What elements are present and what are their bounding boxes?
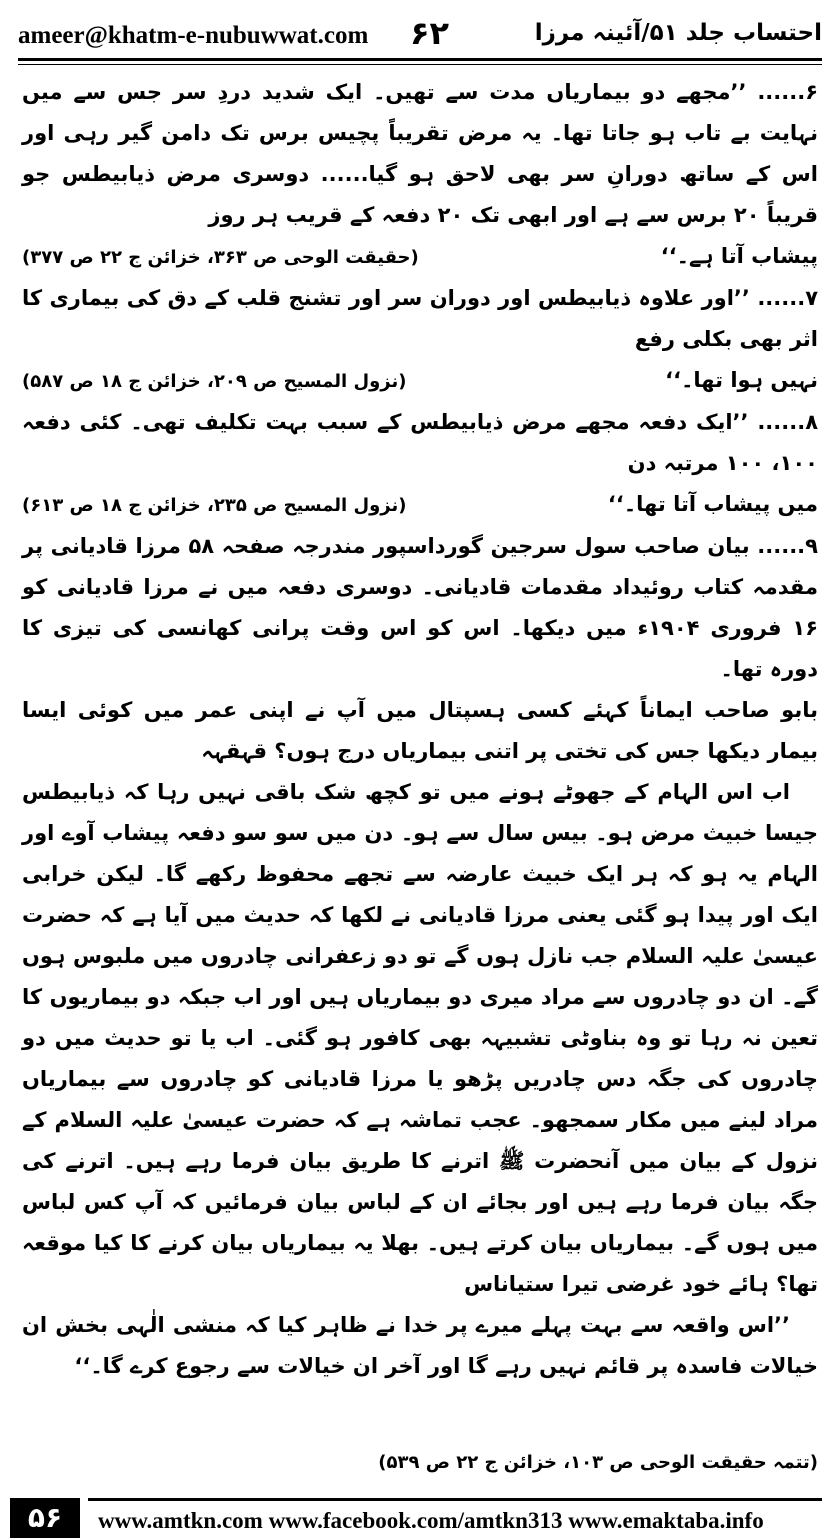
- citation: (نزول المسیح ص ۲۰۹، خزائن ج ۱۸ ص ۵۸۷): [22, 371, 407, 392]
- page-header: [18, 16, 822, 56]
- quote-item: [22, 526, 818, 690]
- page-body: [22, 72, 818, 1387]
- quote-item: [22, 402, 818, 484]
- quote-ending: [22, 484, 818, 526]
- statement-line: بیان صاحب سول سرجین گورداسپور مندرجہ صفحہ ۵۸ مرزا قادیانی پر مقدمہ کتاب: [22, 534, 819, 599]
- statement-line: اس وقت پرانی کھانسی کی تیزی کا دورہ تھا۔: [22, 616, 818, 681]
- quote-line: ہو جاتا تھا۔ یہ مرض تقریباً پچیس برس تک دامن گیر رہی اور اس کے ساتھ دورانِ سر بھی لاحق: [22, 121, 818, 186]
- citation: (نزول المسیح ص ۲۳۵، خزائن ج ۱۸ ص ۶۱۳): [22, 495, 407, 516]
- item-number: ۶......: [757, 80, 819, 104]
- quote-last-line: پیشاب آتا ہے۔‘‘: [660, 244, 818, 268]
- quote-item: [22, 72, 818, 236]
- header-page-number: ۶۲: [410, 14, 450, 52]
- quote-ending: [22, 236, 818, 278]
- header-rule: [18, 58, 822, 61]
- quote-line: ’’ایک دفعہ مجھے مرض ذیابیطس کے سبب بہت تکلیف تھی۔ کئی دفعہ ۱۰۰، ۱۰۰ مرتبہ دن: [22, 410, 818, 475]
- final-citation: (تتمہ حقیقت الوحی ص ۱۰۳، خزائن ج ۲۲ ص ۵۳۹): [378, 1452, 818, 1473]
- header-rule-thin: [18, 64, 822, 65]
- header-email: ameer@khatm-e-nubuwwat.com: [18, 22, 369, 49]
- page-footer: [0, 1490, 840, 1540]
- paragraph: ’’اس واقعہ سے بہت پہلے میرے پر خدا نے ظاہر کیا کہ منشی الٰہی بخش ان خیالات فاسدہ پر قائم نہیں رہے گا اور آخر ان خیالات سے رجوع کرے گا۔‘‘: [22, 1313, 818, 1378]
- citation: (حقیقت الوحی ص ۳۶۳، خزائن ج ۲۲ ص ۳۷۷): [22, 247, 419, 268]
- item-number: ۹......: [757, 534, 818, 558]
- quote-item: [22, 278, 818, 360]
- quote-line: ’’اور علاوہ ذیابیطس اور دوران سر اور تشنج قلب کے دق کی بیماری کا اثر بھی بکلی رفع: [22, 286, 818, 351]
- quote-line: ’’مجھے دو بیماریاں مدت سے تھیں۔ ایک شدید دردِ سر جس سے میں نہایت بے تاب: [22, 80, 818, 145]
- footer-urls: www.amtkn.com www.facebook.com/amtkn313 www.emaktaba.info: [98, 1508, 764, 1533]
- item-number: ۸......: [757, 410, 819, 434]
- header-title: احتساب جلد ۵۱/آئینہ مرزا: [534, 20, 822, 46]
- footer-page-number: ۵۶: [10, 1498, 80, 1538]
- quote-last-line: نہیں ہوا تھا۔‘‘: [665, 368, 818, 392]
- paragraph: اب اس الہام کے جھوٹے ہونے میں تو کچھ شک باقی نہیں رہا کہ ذیابیطس جیسا خبیث مرض ہو۔ بیس سال سے ہو۔ دن میں سو سو دفعہ پیشاب آوے اور الہام یہ ہو کہ ہر ایک خبیث عارضہ سے تجھے محفوظ رکھے گا۔ لیکن خرابی ایک اور پیدا ہو گئی یعنی مرزا قادیانی نے لکھا کہ حدیث میں آیا ہے کہ حضرت عیسیٰ علیہ السلام جب نازل ہوں گے تو دو زعفرانی چادروں میں ملبوس ہوں گے۔ ان دو چادروں سے مراد میری دو بیماریاں ہیں اور اب جبکہ دو بیماریوں کا تعین نہ رہا تو وہ بناوٹی تشبیہہ بھی کافور ہو گئی۔ اب یا تو حدیث میں دو چادروں کی جگہ دس چادریں پڑھو یا مرزا قادیانی کو چادروں سے بیماریاں مراد لینے میں مکار سمجھو۔ عجب تماشہ ہے کہ حضرت عیسیٰ علیہ السلام کے نزول کے بیان میں آنحضرت ﷺ اترنے کا طریق بیان فرما رہے ہیں۔ اترنے کی جگہ بیان فرما رہے ہیں اور بجائے ان کے لباس بیان فرمائیں کہ آپ کس لباس میں ہوں گے۔ بیماریاں بیان کرتے ہیں۔ بھلا یہ بیماریاں بیان کرنے کا کیا موقعہ تھا؟ ہائے خود غرضی تیرا ستیاناس: [22, 780, 818, 1296]
- paragraph: بابو صاحب ایماناً کہئے کسی ہسپتال میں آپ نے اپنی عمر میں کوئی ایسا بیمار دیکھا جس کی تختی پر اتنی بیماریاں درج ہوں؟ قہقہہ: [22, 698, 818, 763]
- quote-line: ہو گیا...... دوسری مرض ذیابیطس جو قریباً ۲۰ برس سے ہے اور ابھی تک ۲۰ دفعہ کے قریب ہر روز: [22, 162, 818, 227]
- quote-ending: [22, 360, 818, 402]
- footer-rule: [88, 1498, 822, 1501]
- item-number: ۷......: [757, 286, 819, 310]
- quote-last-line: میں پیشاب آتا تھا۔‘‘: [607, 492, 818, 516]
- statement-line: روئیداد مقدمات قادیانی۔ دوسری دفعہ میں نے مرزا قادیانی کو ۱۶ فروری ۱۹۰۴ء میں دیکھا۔ اس کو: [22, 575, 819, 640]
